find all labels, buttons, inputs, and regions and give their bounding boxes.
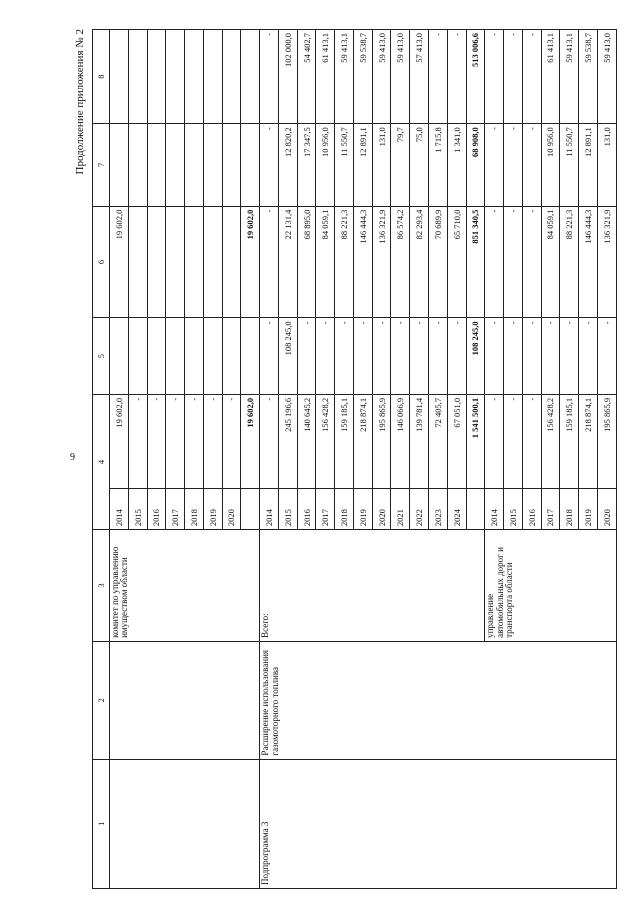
value-cell-c6: 22 131,4 [278,206,297,318]
value-cell-c5: - [353,318,372,394]
value-cell-c7 [128,124,147,206]
value-cell-c4: - [504,394,523,488]
value-cell-c5 [203,318,222,394]
value-cell-c8 [203,30,222,124]
value-cell-c6: 88 221,3 [335,206,354,318]
value-cell-c5: - [335,318,354,394]
value-cell-c7: 131,0 [372,124,391,206]
value-cell-c6: 82 293,4 [410,206,429,318]
value-cell-c5 [147,318,166,394]
value-cell-c4: - [128,394,147,488]
value-cell-c8: 59 413,0 [372,30,391,124]
table-row [110,30,129,889]
program-cell [110,759,260,888]
value-cell-c6 [185,206,204,318]
year-cell: 2019 [353,488,372,529]
year-cell: 2014 [485,488,504,529]
value-cell-c6: - [260,206,279,318]
value-cell-c4: 195 865,9 [372,394,391,488]
col-header-6: 6 [93,206,110,318]
program-cell: Подпрограмма 3 [260,759,617,888]
value-cell-c8 [110,30,129,124]
year-cell [241,488,260,529]
value-cell-c8: - [504,30,523,124]
value-cell-c8: - [260,30,279,124]
value-cell-c7: - [504,124,523,206]
value-cell-c5: - [260,318,279,394]
year-cell: 2020 [372,488,391,529]
value-cell-c8 [128,30,147,124]
value-cell-c6: - [522,206,541,318]
value-cell-c7: 10 956,0 [541,124,560,206]
year-cell: 2015 [128,488,147,529]
value-cell-c8: 102 000,0 [278,30,297,124]
total-cell-c4: 1 541 500,1 [466,394,485,488]
year-cell [466,488,485,529]
value-cell-c5 [222,318,241,394]
year-cell: 2024 [447,488,466,529]
total-cell-c4: 19 602,0 [241,394,260,488]
value-cell-c5: - [560,318,579,394]
year-cell: 2019 [579,488,598,529]
value-cell-c6: 146 444,3 [579,206,598,318]
value-cell-c4: - [260,394,279,488]
col-header-3: 3 [93,530,110,642]
appendix-title: Продолжение приложения № 2 [74,29,86,175]
value-cell-c8: - [447,30,466,124]
value-cell-c8: - [429,30,448,124]
value-cell-c5: - [504,318,523,394]
value-cell-c5: - [316,318,335,394]
value-cell-c4: - [185,394,204,488]
value-cell-c8 [147,30,166,124]
year-cell: 2014 [260,488,279,529]
value-cell-c6: 88 221,3 [560,206,579,318]
value-cell-c8: - [522,30,541,124]
total-cell-c7: 68 908,0 [466,124,485,206]
value-cell-c6: - [485,206,504,318]
year-cell: 2015 [504,488,523,529]
value-cell-c7: 1 341,0 [447,124,466,206]
executor-cell: управление автомобильных дорог и транспорта области [485,530,617,642]
year-cell: 2020 [597,488,616,529]
total-cell-c5 [241,318,260,394]
value-cell-c4: - [203,394,222,488]
value-cell-c7: 1 715,8 [429,124,448,206]
value-cell-c7: 17 347,5 [297,124,316,206]
executor-cell: комитет по управлению имуществом области [110,530,260,642]
value-cell-c8: 59 413,1 [560,30,579,124]
year-cell: 2014 [110,488,129,529]
col-header-5: 5 [93,318,110,394]
value-cell-c6 [166,206,185,318]
value-cell-c5: - [597,318,616,394]
value-cell-c4: 159 185,1 [560,394,579,488]
name-cell [110,641,260,759]
value-cell-c8 [166,30,185,124]
value-cell-c4: 195 865,9 [597,394,616,488]
budget-table [92,29,617,889]
col-header-7: 7 [93,124,110,206]
value-cell-c5: - [429,318,448,394]
value-cell-c6: 136 321,9 [597,206,616,318]
year-cell: 2016 [522,488,541,529]
value-cell-c6: 86 574,2 [391,206,410,318]
year-cell: 2018 [335,488,354,529]
year-cell: 2022 [410,488,429,529]
value-cell-c6: 68 895,0 [297,206,316,318]
year-cell: 2021 [391,488,410,529]
value-cell-c4: - [522,394,541,488]
name-cell: Расширение использования газомоторного топлива [260,641,617,759]
value-cell-c5: - [579,318,598,394]
value-cell-c7 [185,124,204,206]
value-cell-c8: 59 413,0 [391,30,410,124]
value-cell-c8: - [485,30,504,124]
page-number: 9 [70,452,75,463]
value-cell-c7: 79,7 [391,124,410,206]
value-cell-c7: 11 550,7 [335,124,354,206]
value-cell-c4: 156 428,2 [316,394,335,488]
year-cell: 2017 [316,488,335,529]
total-cell-c7 [241,124,260,206]
value-cell-c6: 136 321,9 [372,206,391,318]
value-cell-c7: - [522,124,541,206]
year-cell: 2018 [560,488,579,529]
total-cell-c8 [241,30,260,124]
value-cell-c6: 19 602,0 [110,206,129,318]
value-cell-c7 [166,124,185,206]
value-cell-c8: 59 538,7 [579,30,598,124]
value-cell-c5: - [541,318,560,394]
value-cell-c5: - [391,318,410,394]
year-cell: 2019 [203,488,222,529]
value-cell-c5 [110,318,129,394]
value-cell-c7 [203,124,222,206]
rotated-page [74,29,617,889]
value-cell-c5: - [447,318,466,394]
value-cell-c7 [110,124,129,206]
value-cell-c6 [147,206,166,318]
value-cell-c7: 11 550,7 [560,124,579,206]
value-cell-c5: - [485,318,504,394]
value-cell-c6: 70 689,9 [429,206,448,318]
value-cell-c7: 131,0 [597,124,616,206]
value-cell-c7: 12 820,2 [278,124,297,206]
table-row [260,30,279,889]
value-cell-c7: - [485,124,504,206]
value-cell-c6: 84 059,1 [316,206,335,318]
year-cell: 2018 [185,488,204,529]
value-cell-c7: 75,0 [410,124,429,206]
value-cell-c6 [222,206,241,318]
value-cell-c4: - [147,394,166,488]
header-row [93,30,110,889]
value-cell-c7: - [260,124,279,206]
value-cell-c6 [128,206,147,318]
total-cell-c6: 19 602,0 [241,206,260,318]
year-cell: 2017 [166,488,185,529]
value-cell-c6: 146 444,3 [353,206,372,318]
value-cell-c4: 218 874,1 [579,394,598,488]
value-cell-c4: 72 405,7 [429,394,448,488]
year-cell: 2016 [297,488,316,529]
value-cell-c6: 84 059,1 [541,206,560,318]
col-header-1: 1 [93,759,110,888]
value-cell-c4: - [222,394,241,488]
value-cell-c8: 59 538,7 [353,30,372,124]
value-cell-c8: 54 402,7 [297,30,316,124]
value-cell-c4: 140 645,2 [297,394,316,488]
value-cell-c4: 156 428,2 [541,394,560,488]
total-cell-c8: 513 006,6 [466,30,485,124]
value-cell-c8: 57 413,0 [410,30,429,124]
value-cell-c5: - [372,318,391,394]
value-cell-c4: 245 196,6 [278,394,297,488]
value-cell-c4: - [166,394,185,488]
value-cell-c6: - [504,206,523,318]
value-cell-c6: 65 710,0 [447,206,466,318]
value-cell-c5: - [410,318,429,394]
year-cell: 2016 [147,488,166,529]
value-cell-c8: 61 413,1 [316,30,335,124]
value-cell-c5: 108 245,0 [278,318,297,394]
value-cell-c4: - [485,394,504,488]
value-cell-c7: 12 891,1 [579,124,598,206]
value-cell-c4: 19 602,0 [110,394,129,488]
value-cell-c8: 59 413,0 [597,30,616,124]
value-cell-c4: 139 781,4 [410,394,429,488]
year-cell: 2017 [541,488,560,529]
total-cell-c5: 108 245,0 [466,318,485,394]
value-cell-c6 [203,206,222,318]
year-cell: 2023 [429,488,448,529]
col-header-2: 2 [93,641,110,759]
year-cell: 2015 [278,488,297,529]
col-header-4: 4 [93,394,110,529]
value-cell-c7: 10 956,0 [316,124,335,206]
value-cell-c4: 159 185,1 [335,394,354,488]
value-cell-c4: 146 066,9 [391,394,410,488]
value-cell-c8: 59 413,1 [335,30,354,124]
value-cell-c5: - [297,318,316,394]
value-cell-c4: 67 051,0 [447,394,466,488]
col-header-8: 8 [93,30,110,124]
value-cell-c8 [185,30,204,124]
value-cell-c8 [222,30,241,124]
value-cell-c5: - [522,318,541,394]
executor-cell: Всего: [260,530,485,642]
year-cell: 2020 [222,488,241,529]
value-cell-c7 [222,124,241,206]
value-cell-c5 [185,318,204,394]
value-cell-c5 [166,318,185,394]
value-cell-c4: 218 874,1 [353,394,372,488]
value-cell-c8: 61 413,1 [541,30,560,124]
value-cell-c7: 12 891,1 [353,124,372,206]
total-cell-c6: 851 340,5 [466,206,485,318]
value-cell-c5 [128,318,147,394]
value-cell-c7 [147,124,166,206]
